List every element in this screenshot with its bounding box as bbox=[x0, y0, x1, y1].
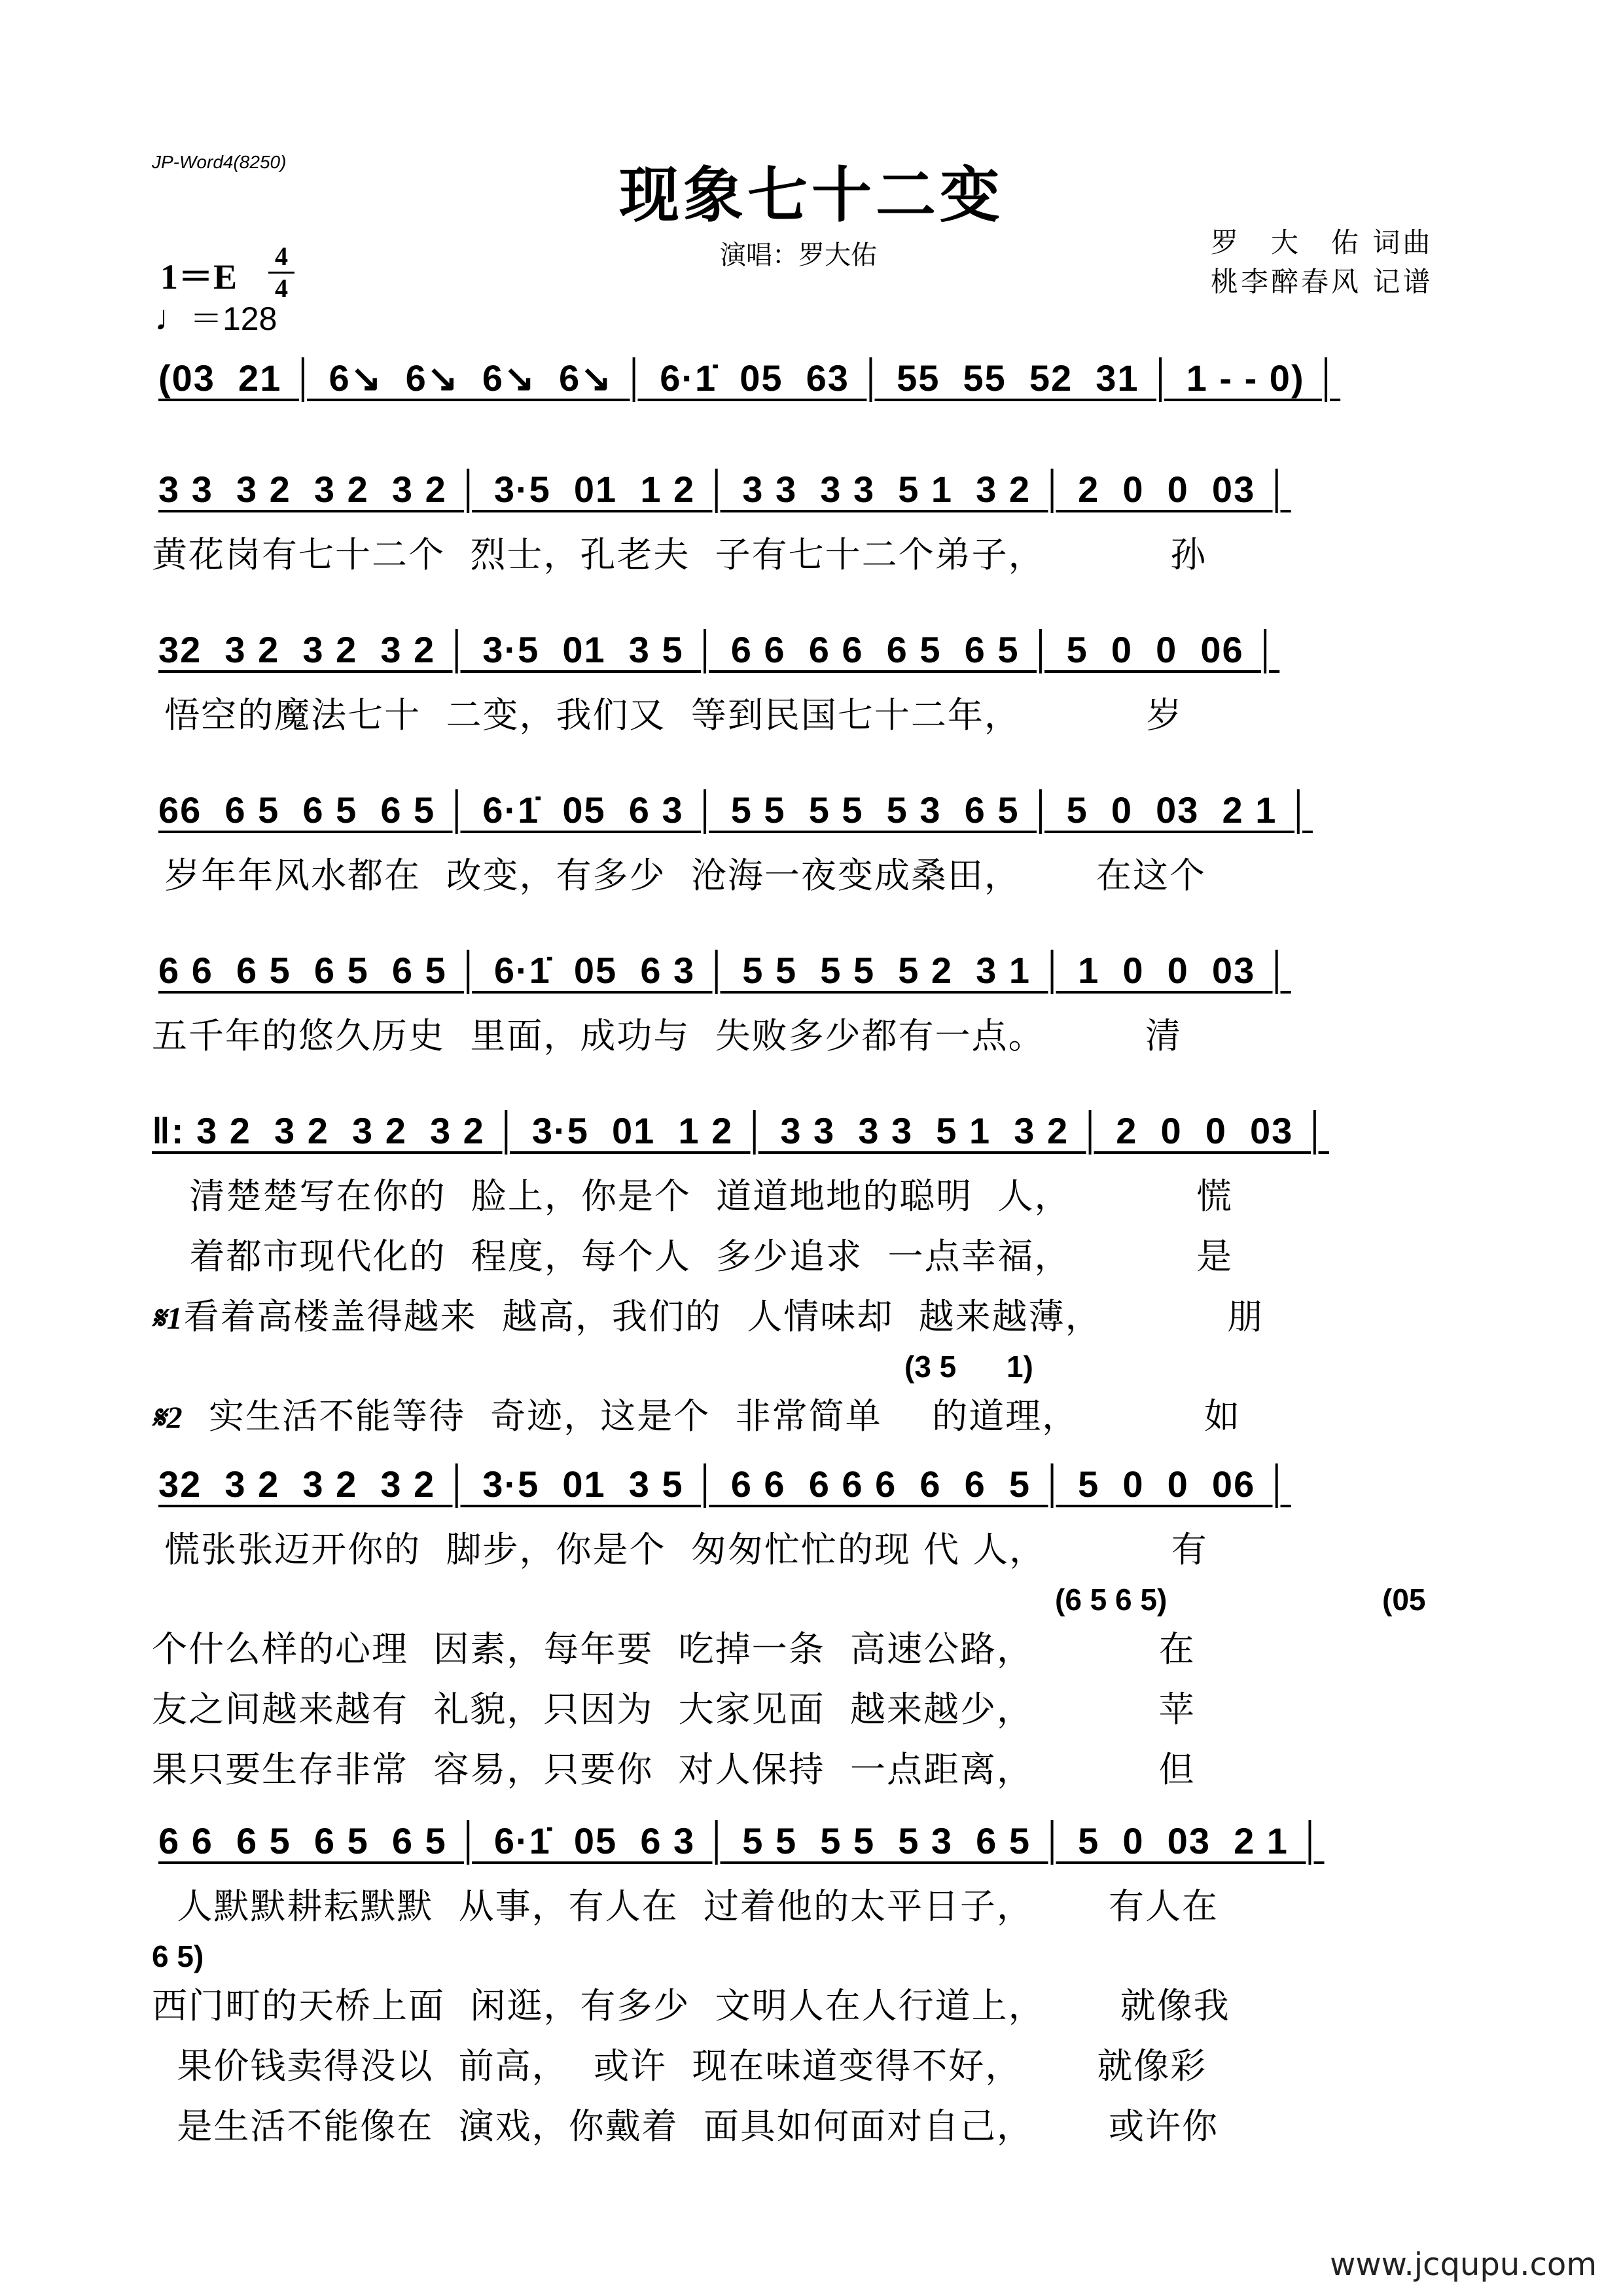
alternate-notes-right: (05 bbox=[1382, 1583, 1426, 1617]
notation-line: 6 6 6 5 6 5 6 5 │ 6·1̇ 05 6 3 │ 5 5 5 5 5 2 3 1 │ 1 0 0 03 │ bbox=[158, 950, 1291, 991]
lyric-line bbox=[152, 527, 1476, 587]
lyric-text: 友之间越来越有 礼貌，只因为 大家见面 越来越少， 苹 bbox=[152, 1689, 1196, 1730]
key-signature: 1＝E bbox=[160, 257, 238, 296]
lyric-verse-3 bbox=[152, 1289, 1476, 1349]
lyric-text: 人默默耕耘默默 从事，有人在 过着他的太平日子， 有人在 bbox=[152, 1886, 1219, 1927]
software-label: JP-Word4(8250) bbox=[152, 152, 287, 172]
lyric-text: 着都市现代化的 程度，每个人 多少追求 一点幸福， 是 bbox=[152, 1236, 1234, 1277]
segno-1-icon: 𝄋1 bbox=[152, 1301, 184, 1336]
alternate-notes: (6 5 6 5) bbox=[1055, 1583, 1168, 1617]
transcriber-credit: 桃李醉春风 记谱 bbox=[1211, 266, 1433, 298]
lyric-line bbox=[152, 687, 1476, 747]
lyric-verse-4 bbox=[152, 1388, 1476, 1448]
tempo-value: ＝128 bbox=[190, 300, 277, 337]
lyric-text: 黄花岗有七十二个 烈士，孔老夫 子有七十二个弟子， 孙 bbox=[152, 534, 1207, 575]
lyric-text: 是生活不能像在 演戏，你戴着 面具如何面对自己， 或许你 bbox=[152, 2106, 1219, 2147]
notation-line: (03 21 │ 6↘ 6↘ 6↘ 6↘ │ 6·1̇ 05 63 │ 55 55 52 31 │ 1 - - 0) │ bbox=[158, 357, 1341, 399]
lyric-text: 岁年年风水都在 改变，有多少 沧海一夜变成桑田， 在这个 bbox=[152, 855, 1206, 896]
composer-credit: 罗 大 佑 词曲 bbox=[1211, 226, 1433, 259]
lyric-text: 果价钱卖得没以 前高， 或许 现在味道变得不好， 就像彩 bbox=[152, 2045, 1207, 2087]
lyric-text: 西门町的天桥上面 闲逛，有多少 文明人在人行道上， 就像我 bbox=[152, 1985, 1230, 2026]
notation-line: 32 3 2 3 2 3 2 │ 3·5 01 3 5 │ 6 6 6 6 6 5 6 5 │ 5 0 0 06 │ bbox=[158, 629, 1280, 670]
lyric-text: 看着高楼盖得越来 越高，我们的 人情味却 越来越薄， 朋 bbox=[183, 1296, 1264, 1337]
song-title: 现象七十二变 bbox=[618, 160, 1004, 230]
segno-2-icon: 𝄋2 bbox=[152, 1401, 184, 1435]
alternate-notes: (3 5 1) bbox=[904, 1350, 1033, 1384]
alternate-notes: 6 5) bbox=[152, 1939, 204, 1973]
time-signature-top: 4 bbox=[275, 242, 288, 271]
singer-credit: 演唱：罗大佑 bbox=[720, 240, 877, 270]
lyric-text: 清楚楚写在你的 脸上，你是个 道道地地的聪明 人， 慌 bbox=[152, 1175, 1234, 1217]
score-system-5-repeat bbox=[152, 1109, 1476, 1448]
lyric-text: 果只要生存非常 容易，只要你 对人保持 一点距离， 但 bbox=[152, 1749, 1196, 1790]
lyric-text: 慌张张迈开你的 脚步，你是个 匆匆忙忙的现 代 人， 有 bbox=[152, 1529, 1208, 1570]
score-system-intro bbox=[152, 357, 1476, 416]
lyric-line bbox=[152, 848, 1476, 908]
tempo-marking bbox=[154, 293, 277, 340]
notation-line: 6 6 6 5 6 5 6 5 │ 6·1̇ 05 6 3 │ 5 5 5 5 5 3 6 5 │ 5 0 03 2 1 │ bbox=[158, 1820, 1325, 1861]
lyric-verse-2 bbox=[152, 1978, 1476, 2038]
lyric-verse-1 bbox=[152, 1522, 1476, 1582]
lyric-verse-3 bbox=[152, 1681, 1476, 1742]
score-system-6 bbox=[152, 1463, 1476, 1802]
lyric-line bbox=[152, 1008, 1476, 1068]
score-system-3 bbox=[152, 789, 1476, 908]
alternate-notes-row bbox=[152, 1582, 1476, 1621]
score-system-1 bbox=[152, 468, 1476, 587]
quarter-note-icon: ♩ bbox=[154, 298, 190, 338]
lyric-verse-1 bbox=[152, 1168, 1476, 1229]
notation-line: 3 3 3 2 3 2 3 2 │ 3·5 01 1 2 │ 3 3 3 3 5 1 3 2 │ 2 0 0 03 │ bbox=[158, 469, 1291, 510]
notation-line: 32 3 2 3 2 3 2 │ 3·5 01 3 5 │ 6 6 6 6 6 6 6 5 │ 5 0 0 06 │ bbox=[158, 1463, 1291, 1505]
lyric-verse-4 bbox=[152, 1742, 1476, 1802]
score-system-4 bbox=[152, 949, 1476, 1068]
time-signature-bottom: 4 bbox=[275, 274, 288, 303]
score-system-2 bbox=[152, 628, 1476, 747]
lyric-text: 五千年的悠久历史 里面，成功与 失败多少都有一点。 清 bbox=[152, 1015, 1182, 1056]
lyric-verse-1 bbox=[152, 1878, 1476, 1939]
notation-line: 66 6 5 6 5 6 5 │ 6·1̇ 05 6 3 │ 5 5 5 5 5 3 6 5 │ 5 0 03 2 1 │ bbox=[158, 789, 1313, 831]
lyric-verse-3 bbox=[152, 2038, 1476, 2098]
notation-line: ‖: 3 2 3 2 3 2 3 2 │ 3·5 01 1 2 │ 3 3 3 3 5 1 3 2 │ 2 0 0 03 │ bbox=[152, 1110, 1329, 1151]
lyric-text: 实生活不能等待 奇迹，这是个 非常简单 的道理， 如 bbox=[183, 1395, 1241, 1437]
lyric-verse-2 bbox=[152, 1229, 1476, 1289]
site-watermark: www.jcqupu.com bbox=[1330, 2246, 1597, 2283]
lyric-text: 个什么样的心理 因素，每年要 吃掉一条 高速公路， 在 bbox=[152, 1628, 1196, 1670]
lyric-text: 悟空的魔法七十 二变，我们又 等到民国七十二年， 岁 bbox=[152, 694, 1183, 736]
lyric-verse-4 bbox=[152, 2098, 1476, 2159]
lyric-verse-2 bbox=[152, 1621, 1476, 1681]
score-system-7 bbox=[152, 1820, 1476, 2159]
